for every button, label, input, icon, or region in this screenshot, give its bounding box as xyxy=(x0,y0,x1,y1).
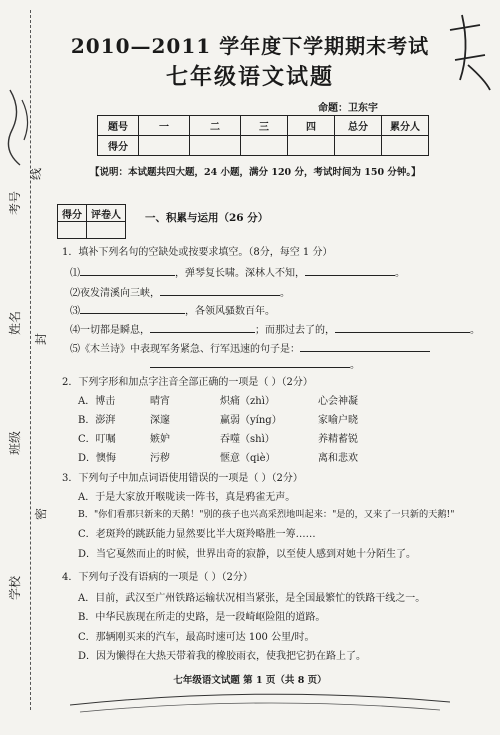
q2-stem: 2．下列字形和加点字注音全部正确的一项是（ ）（2分） xyxy=(62,377,313,388)
score-input-cell[interactable] xyxy=(139,136,190,156)
score-input-cell[interactable] xyxy=(382,136,429,156)
handwritten-scribble-left xyxy=(2,80,42,170)
answer-blank[interactable] xyxy=(80,265,175,276)
q2-option-d[interactable] xyxy=(78,449,358,464)
q3-stem: 3．下列句子中加点词语使用错误的一项是（ ）（2分） xyxy=(62,473,303,484)
score-table-header-row xyxy=(98,116,429,136)
q1-line2 xyxy=(70,284,290,299)
q1-line1 xyxy=(70,264,405,279)
text: A．博击 xyxy=(78,396,116,407)
score-table-score-row xyxy=(98,136,429,156)
text: 养精蓄锐 xyxy=(318,434,358,445)
margin-seal-label: 封 xyxy=(34,332,48,345)
text: 吞噬（shì） xyxy=(220,434,275,445)
margin-class-label: 班级 xyxy=(8,430,22,455)
q3-option-a[interactable]: A．于是大家放开喉咙读一阵书，真是鸦雀无声。 xyxy=(78,492,296,503)
q1-line3 xyxy=(70,302,275,317)
text: 家喻户晓 xyxy=(318,415,358,426)
section-heading: 一、积累与运用（26 分） xyxy=(145,212,269,224)
answer-blank[interactable] xyxy=(80,303,185,314)
q4-stem: 4．下列句子没有语病的一项是（ ）（2分） xyxy=(62,572,253,583)
margin-name-label: 姓名 xyxy=(8,310,22,335)
margin-exam-id-label: 考号 xyxy=(8,190,22,215)
margin-secret-label: 密 xyxy=(34,507,48,520)
q1-line4 xyxy=(70,321,480,336)
text: 污秽 xyxy=(150,453,170,464)
q4-option-a[interactable]: A．目前，武汉至广州铁路运输状况相当紧张，是全国最繁忙的铁路干线之一。 xyxy=(78,593,426,604)
answer-blank[interactable] xyxy=(300,341,430,352)
q2-option-c[interactable] xyxy=(78,430,358,445)
text: ；而那过去了的， xyxy=(255,325,335,336)
text: 。 xyxy=(280,288,290,299)
text: 晴宵 xyxy=(150,396,170,407)
text: ⑴ xyxy=(70,268,80,279)
exam-subtitle: 七年级语文试题 xyxy=(165,64,334,90)
text: 。 xyxy=(395,268,405,279)
q1-line5-continued xyxy=(150,356,360,371)
score-cell: 三 xyxy=(241,116,288,136)
answer-blank[interactable] xyxy=(160,285,280,296)
text: ⑵夜发清溪向三峡， xyxy=(70,288,160,299)
q4-option-c[interactable]: C．那辆刚买来的汽车，最高时速可达 100 公里/时。 xyxy=(78,632,315,643)
text: ⑸《木兰诗》中表现军务紧急、行军迅速的句子是： xyxy=(70,344,300,355)
grader-name-cell[interactable] xyxy=(87,222,126,239)
text: 离和悲欢 xyxy=(318,453,358,464)
text: D．懊悔 xyxy=(78,453,117,464)
answer-blank[interactable] xyxy=(335,322,470,333)
text: ⑶ xyxy=(70,306,80,317)
score-input-cell[interactable] xyxy=(241,136,288,156)
score-cell: 一 xyxy=(139,116,190,136)
grader-score-label: 得分 xyxy=(58,205,87,222)
exam-author: 命题：卫东宇 xyxy=(318,103,378,114)
text: ，各领风骚数百年。 xyxy=(185,306,275,317)
score-cell: 累分人 xyxy=(382,116,429,136)
answer-blank[interactable] xyxy=(150,322,255,333)
text: 嫉妒 xyxy=(150,434,170,445)
q3-option-d[interactable]: D．当它戛然而止的时候，世界出奇的寂静，以至使人感到对她十分陌生了。 xyxy=(78,549,417,560)
q4-option-b[interactable]: B．中华民族现在所走的史路，是一段崎岖险阻的道路。 xyxy=(78,612,326,623)
grader-score-cell[interactable] xyxy=(58,222,87,239)
score-input-cell[interactable] xyxy=(335,136,382,156)
text: 。 xyxy=(350,360,360,371)
grader-table xyxy=(57,204,126,239)
score-cell: 总分 xyxy=(335,116,382,136)
q2-option-b[interactable] xyxy=(78,411,358,426)
answer-blank[interactable] xyxy=(150,357,350,368)
text: 深邃 xyxy=(150,415,170,426)
text: 惬意（qiè） xyxy=(220,453,276,464)
bottom-scan-curve xyxy=(70,690,450,720)
score-cell: 四 xyxy=(288,116,335,136)
exam-instructions: 【说明：本试题共四大题，24 小题，满分 120 分，考试时间为 150 分钟。】 xyxy=(90,167,421,178)
text: 炽痛（zhì） xyxy=(220,396,275,407)
score-cell: 二 xyxy=(190,116,241,136)
q2-option-a[interactable] xyxy=(78,392,358,407)
q1-line5 xyxy=(70,340,430,355)
q3-option-b[interactable]: B．"你们看那只新来的天鹅！"别的孩子也兴高采烈地叫起来："是的，又来了一只新的天鹅!" xyxy=(78,509,455,520)
page-footer: 七年级语文试题 第 1 页（共 8 页） xyxy=(173,675,327,686)
score-input-cell[interactable] xyxy=(190,136,241,156)
text: ⑷一切都是瞬息， xyxy=(70,325,150,336)
score-input-cell[interactable] xyxy=(288,136,335,156)
text: ，弹琴复长啸。深林人不知， xyxy=(175,268,305,279)
text: 赢弱（yíng） xyxy=(220,415,282,426)
margin-school-label: 学校 xyxy=(8,575,22,600)
q4-option-d[interactable]: D．因为懒得在大热天带着我的橡胶雨衣，使我把它扔在路上了。 xyxy=(78,651,367,662)
text: B．澎湃 xyxy=(78,415,116,426)
score-table xyxy=(97,115,429,156)
text: C．叮嘱 xyxy=(78,434,116,445)
margin-line-label: 线 xyxy=(29,167,43,180)
q1-stem: 1．填补下列名句的空缺处或按要求填空。（8分，每空 1 分） xyxy=(62,247,333,258)
score-cell: 得分 xyxy=(98,136,139,156)
q3-option-c[interactable]: C．老斑羚的跳跃能力显然要比半大斑羚略胜一筹…… xyxy=(78,529,316,540)
answer-blank[interactable] xyxy=(305,265,395,276)
text: 心会神凝 xyxy=(318,396,358,407)
grader-name-label: 评卷人 xyxy=(87,205,126,222)
text: 。 xyxy=(470,325,480,336)
score-cell: 题号 xyxy=(98,116,139,136)
exam-title: 2010—2011 学年度下学期期末考试 xyxy=(70,34,430,58)
